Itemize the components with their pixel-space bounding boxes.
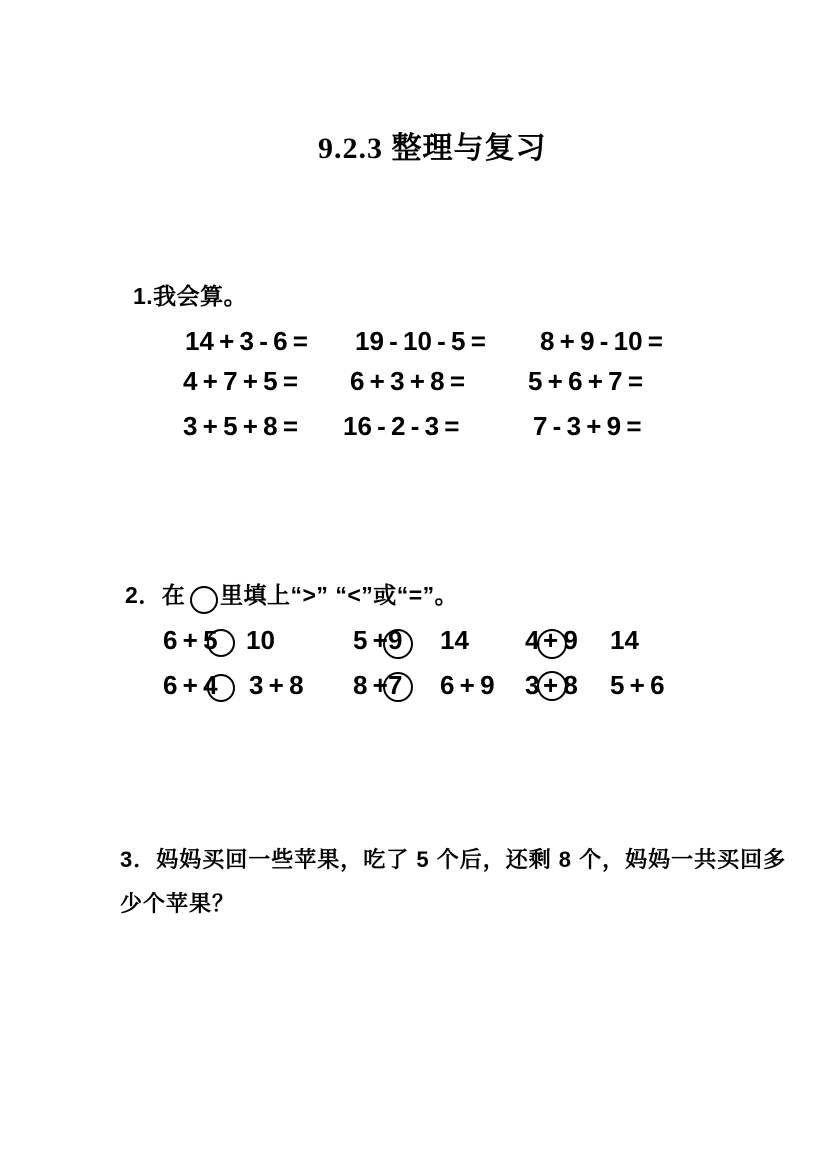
compare-r2-g3-left: 3 bbox=[525, 670, 540, 700]
compare-r1-g2-right: 14 bbox=[440, 625, 469, 655]
problem-2-1: 4 + 7 + 5 = bbox=[183, 366, 299, 396]
compare-r2-g1-right: 3 + 8 bbox=[249, 670, 304, 700]
section3-line1: 3．妈妈买回一些苹果，吃了 5 个后，还剩 8 个，妈妈一共买回多 bbox=[120, 847, 787, 872]
compare-r1-g2-circled: 9 bbox=[388, 625, 403, 655]
page-title: 9.2.3 整理与复习 bbox=[318, 132, 547, 165]
compare-r2-g2-left: 8 + bbox=[353, 670, 388, 700]
section1-heading: 1.我会算。 bbox=[133, 283, 248, 309]
problem-3-1: 3 + 5 + 8 = bbox=[183, 411, 299, 441]
problem-3-3: 7 - 3 + 9 = bbox=[533, 411, 642, 441]
problem-2-2: 6 + 3 + 8 = bbox=[350, 366, 466, 396]
section3-line2: 少个苹果？ bbox=[120, 891, 236, 916]
section2-heading-end: 里填上“>” “<”或“=”。 bbox=[220, 582, 459, 608]
compare-r2-g1-left: 6 + 4 bbox=[163, 670, 218, 700]
blank-circle-icon bbox=[190, 586, 218, 614]
problem-1-3: 8 + 9 - 10 = bbox=[540, 326, 663, 356]
problem-1-1: 14 + 3 - 6 = bbox=[185, 326, 308, 356]
blank-circle-icon bbox=[207, 674, 235, 702]
blank-circle-icon bbox=[207, 629, 235, 657]
compare-r1-g3-right: 14 bbox=[610, 625, 639, 655]
compare-r1-g1-left: 6 + 5 bbox=[163, 625, 218, 655]
problem-2-3: 5 + 6 + 7 = bbox=[528, 366, 644, 396]
compare-r1-g3-left: 4 bbox=[525, 625, 540, 655]
section2-heading-start: 2．在 bbox=[125, 582, 186, 608]
problem-1-2: 19 - 10 - 5 = bbox=[355, 326, 486, 356]
compare-r1-g2-left: 5 + bbox=[353, 625, 388, 655]
compare-r2-g2-circled: 7 bbox=[388, 670, 403, 700]
compare-r2-g3-right: 5 + 6 bbox=[610, 670, 665, 700]
problem-3-2: 16 - 2 - 3 = bbox=[343, 411, 460, 441]
compare-r2-g3-circled: + 8 bbox=[543, 670, 578, 700]
compare-r2-g2-right: 6 + 9 bbox=[440, 670, 495, 700]
compare-r1-g1-right: 10 bbox=[246, 625, 275, 655]
compare-r1-g3-circled: + 9 bbox=[543, 625, 578, 655]
